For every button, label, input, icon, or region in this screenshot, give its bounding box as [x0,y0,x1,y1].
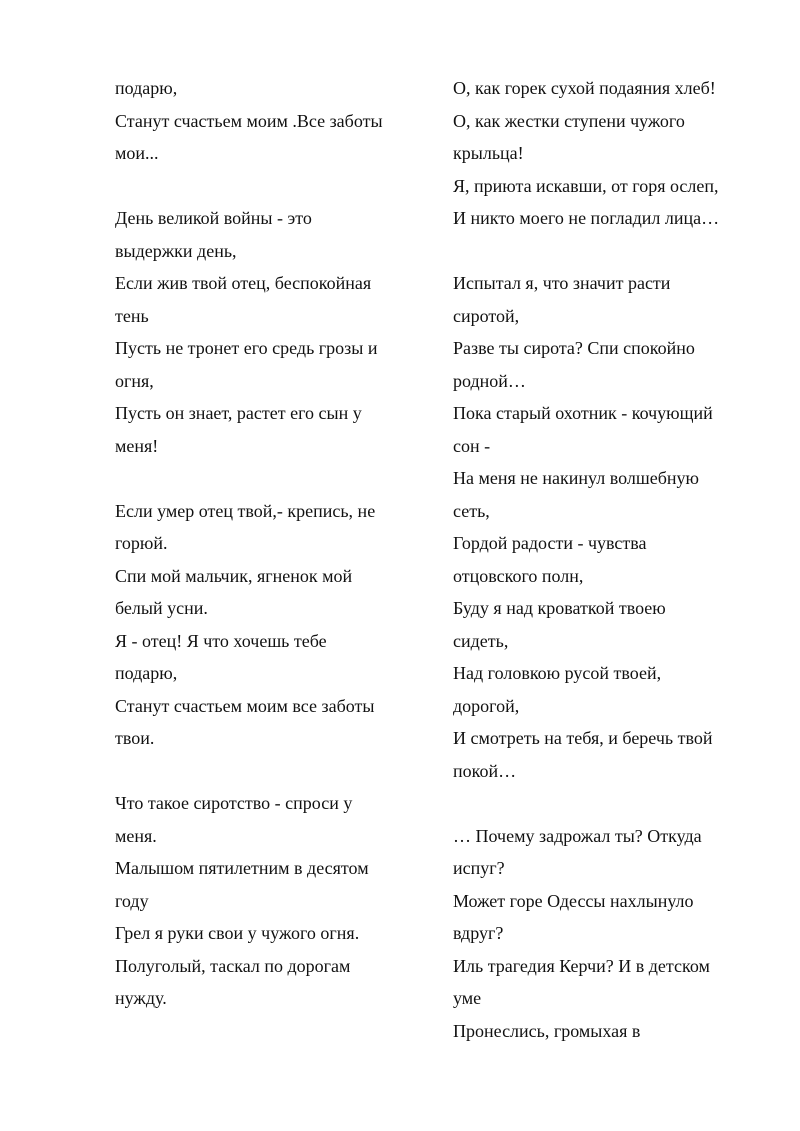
poem-line: сеть, [453,500,490,521]
poem-line: выдержки день, [115,240,237,261]
poem-line: вдруг? [453,923,504,943]
poem-line: сидеть, [453,630,509,651]
poem-line: О, как горек сухой подаяния хлеб! [453,78,716,98]
poem-line: нужду. [115,988,167,1008]
poem-line: И смотреть на тебя, и беречь твой [453,728,713,748]
poem-line: белый усни. [115,598,208,618]
poem-line: Станут счастьем моим .Все заботы [115,110,383,131]
poem-line: На меня не накинул волшебную [453,468,699,488]
poem-line: Гордой радости - чувства [453,533,647,553]
poem-line: испуг? [453,858,505,878]
poem-line: Спи мой мальчик, ягненок мой [115,565,353,586]
poem-line: году [115,890,149,911]
stanza-gap [115,170,415,203]
poem-line: Пусть он знает, растет его сын у [115,403,362,423]
poem-line: Если жив твой отец, беспокойная [115,273,372,293]
poem-line: сиротой, [453,305,520,326]
poem-line: покой… [453,760,517,781]
poem-line: Пусть не тронет его средь грозы и [115,338,378,358]
poem-line: тень [115,305,149,326]
poem-line: Пронеслись, громыхая в [453,1020,641,1041]
poem-line: твои. [115,728,155,748]
poem-line: огня, [115,370,154,391]
poem-line: … Почему задрожал ты? Откуда [453,825,702,846]
stanza-gap [115,462,415,495]
poem-line: Над головкою русой твоей, [453,663,662,683]
poem-line: подарю, [115,78,178,98]
poem-line: О, как жестки ступени чужого [453,110,685,131]
poem-line: Я, приюта искавши, от горя ослеп, [453,175,719,196]
poem-line: И никто моего не погладил лица… [453,208,720,228]
poem-line: Может горе Одессы нахлынуло [453,890,694,911]
stanza-gap [453,787,753,820]
poem-line: Полуголый, таскал по дорогам [115,955,351,976]
poem-line: Буду я над кроваткой твоею [453,598,666,618]
poem-line: Станут счастьем моим все заботы [115,695,375,716]
poem-line: отцовского полн, [453,565,584,586]
poem-line: Пока старый охотник - кочующий [453,403,713,423]
right-text-column [453,72,753,1047]
poem-line: мои... [115,143,159,163]
poem-line: Я - отец! Я что хочешь тебе [115,630,327,651]
poem-line: подарю, [115,663,178,683]
poem-line: крыльца! [453,143,524,163]
poem-line: Испытал я, что значит расти [453,273,671,293]
poem-line: Малышом пятилетним в десятом [115,858,369,878]
poem-line: Если умер отец твой,- крепись, не [115,500,376,521]
stanza-gap [453,235,753,268]
poem-line: Иль трагедия Керчи? И в детском [453,955,710,976]
stanza-gap [115,755,415,788]
poem-line: горюй. [115,533,168,553]
poem-line: Разве ты сирота? Спи спокойно [453,338,695,358]
poem-line: уме [453,988,482,1008]
poem-line: меня! [115,435,159,456]
poem-line: родной… [453,370,526,391]
poem-line: меня. [115,825,157,846]
poem-line: дорогой, [453,695,520,716]
left-text-column [115,72,415,1015]
poem-line: Что такое сиротство - спроси у [115,793,353,813]
poem-line: День великой войны - это [115,208,312,228]
poem-line: Грел я руки свои у чужого огня. [115,923,360,943]
poem-line: сон - [453,435,491,456]
